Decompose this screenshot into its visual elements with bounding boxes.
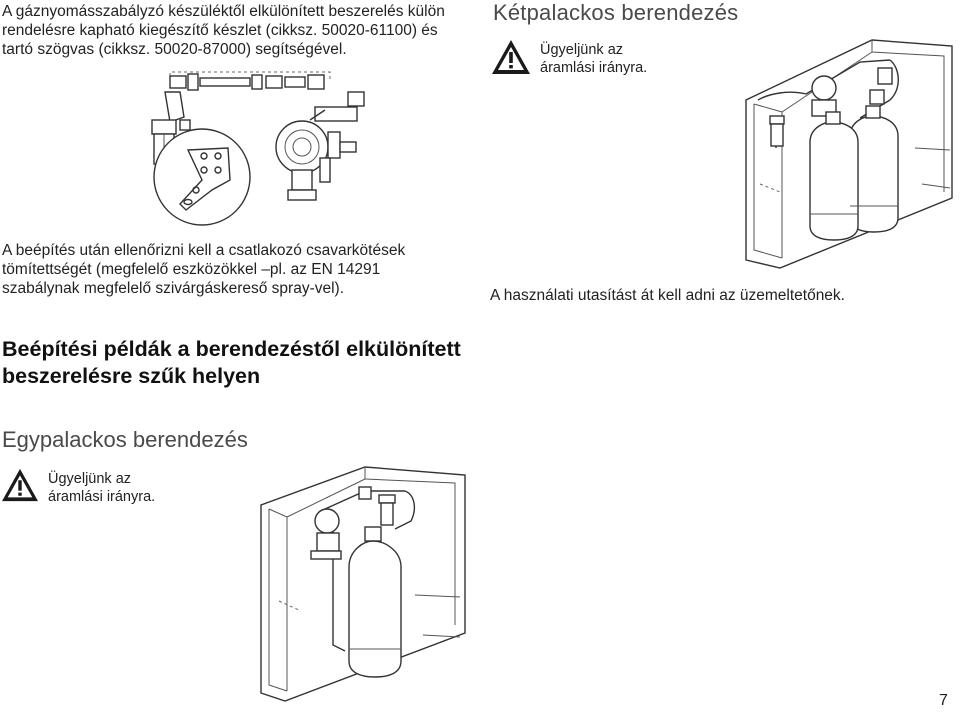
one-bottle-warning xyxy=(0,467,178,506)
two-bottle-warning-text: Ügyeljünk az áramlási irányra. xyxy=(540,42,648,76)
two-bottle-warning xyxy=(490,38,650,77)
two-bottle-title: Kétpalackos berendezés xyxy=(493,0,739,25)
warning-triangle-icon xyxy=(0,467,40,503)
one-bottle-installation-illustration xyxy=(255,465,470,705)
section-heading: Beépítési példák a berendezéstől elkülönített beszerelésre szűk helyen xyxy=(2,337,461,388)
parts-kit-illustration xyxy=(140,62,490,242)
leak-check-paragraph: A beépítés után ellenőrizni kell a csatlakozó csavarkötések tömítettségét (megfelelő eszközökkel –pl. az EN 14291 szabálynak megfelelő szivárgáskereső spray-vel). xyxy=(2,242,406,297)
page-number: 7 xyxy=(939,692,948,709)
one-bottle-warning-text: Ügyeljünk az áramlási irányra. xyxy=(48,471,156,505)
one-bottle-title: Egypalackos berendezés xyxy=(2,427,248,452)
two-bottle-installation-illustration xyxy=(740,38,960,270)
handover-note: A használati utasítást át kell adni az üzemeltetőnek. xyxy=(490,287,845,304)
intro-paragraph: A gáznyomásszabályzó készüléktől elkülönített beszerelés külön rendelésre kapható kiegészítő készlet (cikksz. 50020-61100) és tartó szögvas (cikksz. 50020-87000) segítségével. xyxy=(2,3,445,58)
warning-triangle-icon xyxy=(490,38,532,76)
